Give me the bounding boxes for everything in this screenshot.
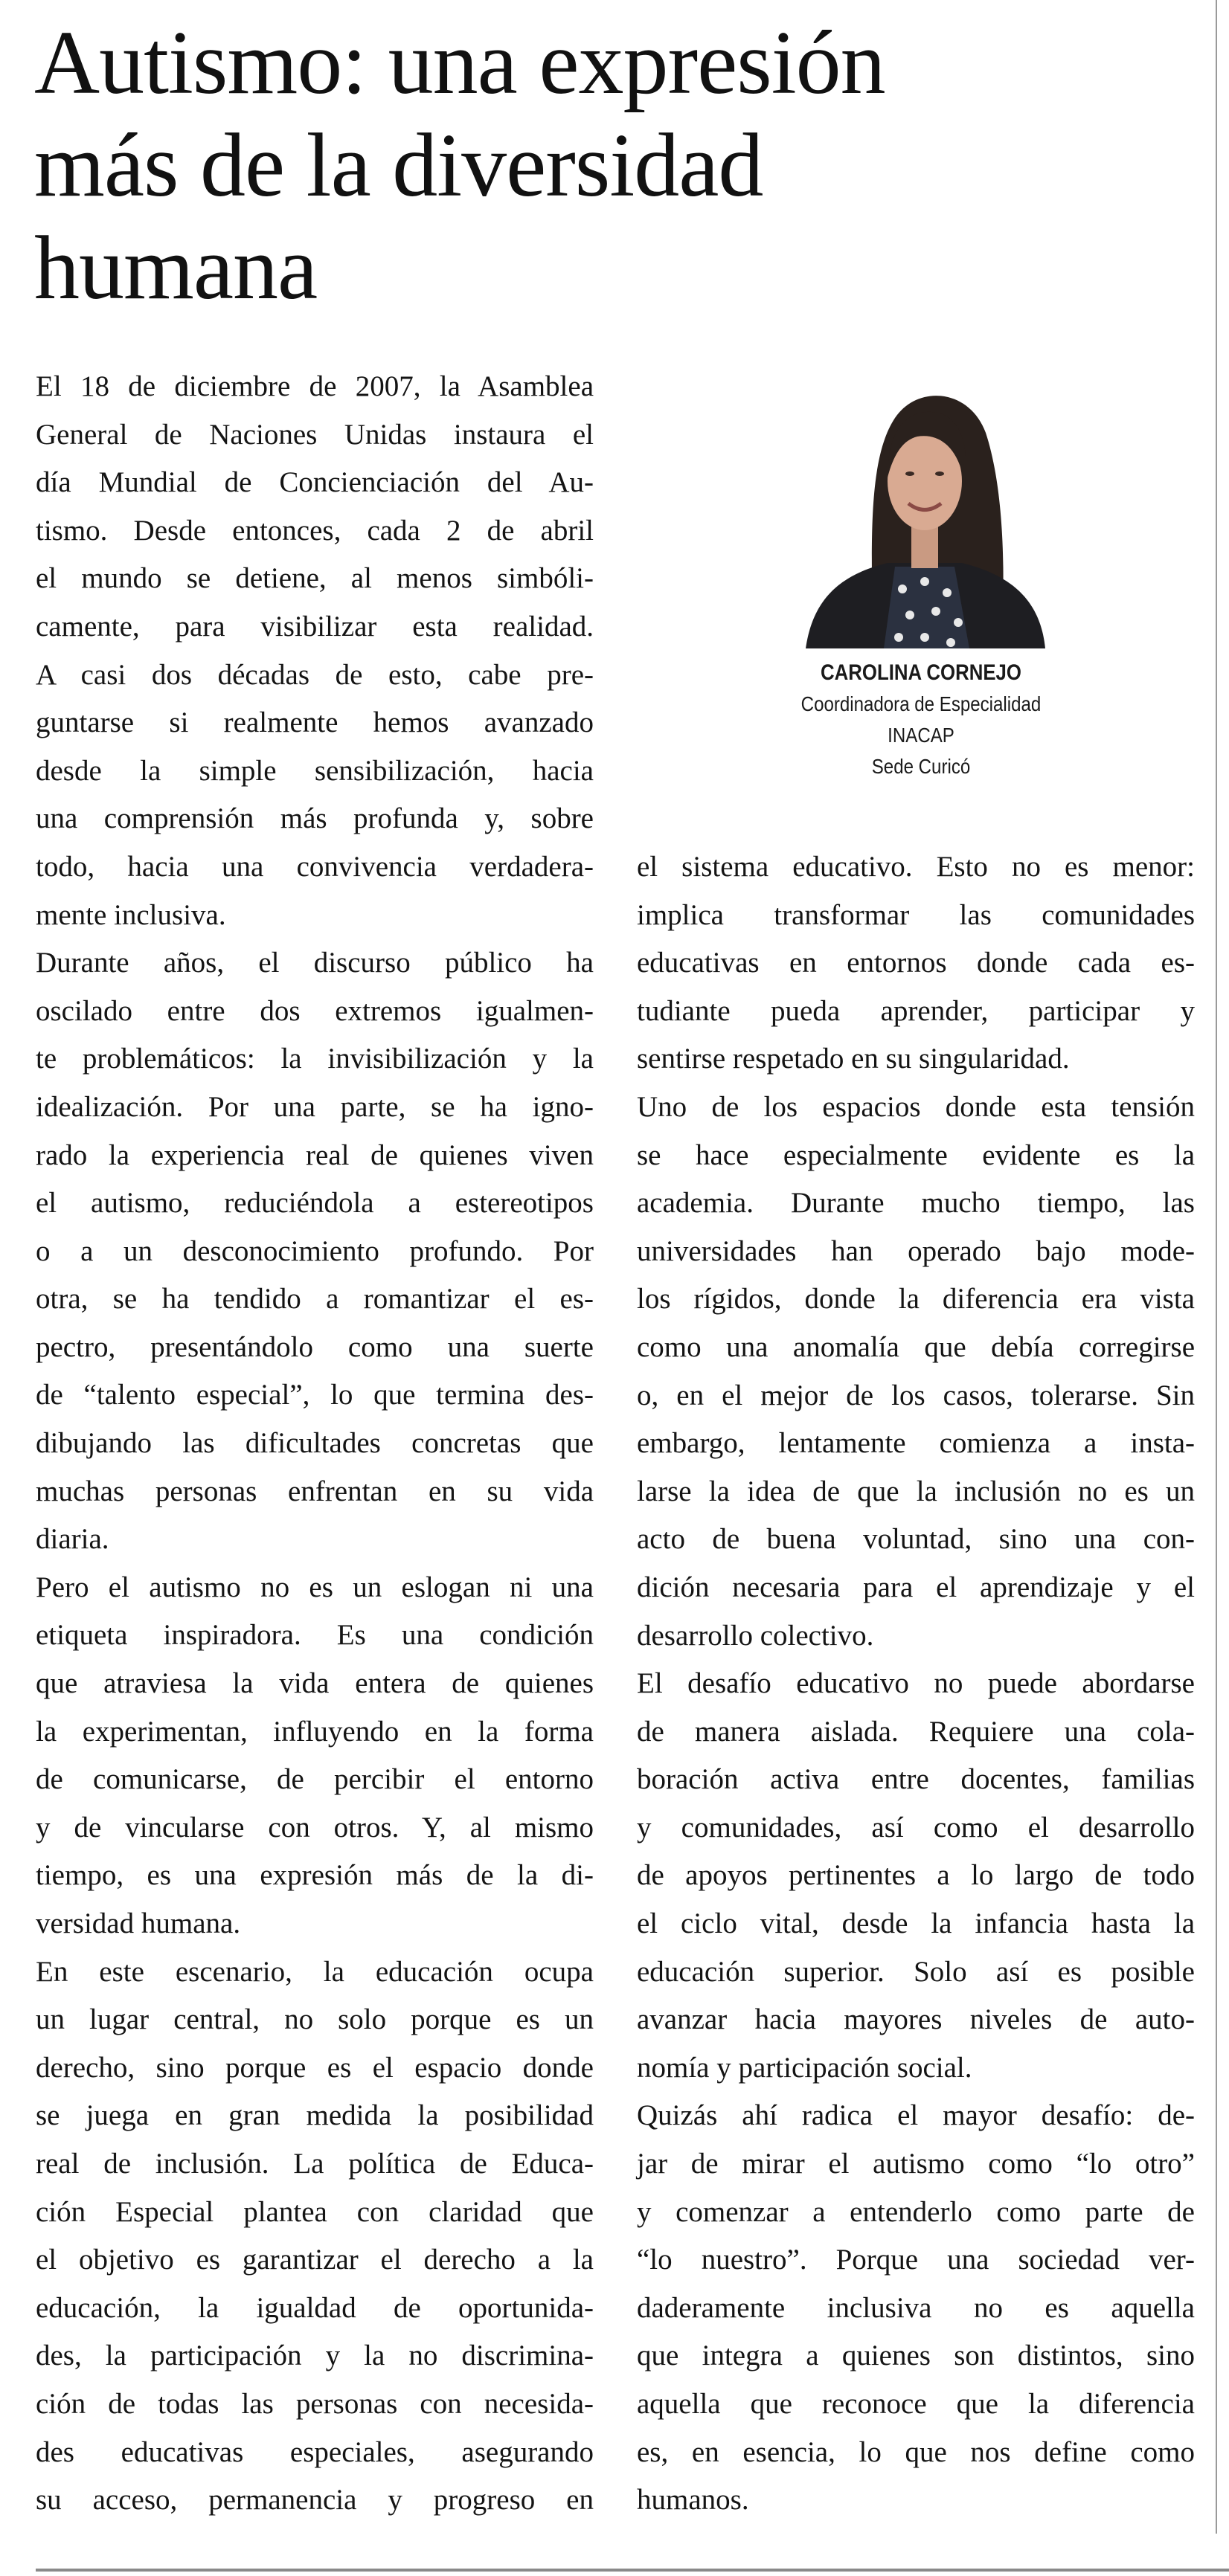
text-line: dición necesaria para el aprendizaje y el (637, 1571, 1195, 1603)
text-line: el sistema educativo. Esto no es menor: (637, 851, 1195, 883)
text-line: des educativas especiales, asegurando (36, 2435, 594, 2468)
paragraph (637, 843, 1195, 1083)
bottom-rule (36, 2569, 1229, 2572)
text-line: dibujando las dificultades concretas que (36, 1427, 594, 1460)
text-line: idealización. Por una parte, se ha igno- (36, 1090, 594, 1123)
text-line: o a un desconocimiento profundo. Por (36, 1234, 594, 1267)
text-line: se juega en gran medida la posibilidad (36, 2099, 594, 2132)
paragraph (637, 1660, 1195, 2092)
text-line: desarrollo colectivo. (637, 1619, 874, 1652)
text-line: ción Especial plantea con claridad que (36, 2195, 594, 2228)
text-line: academia. Durante mucho tiempo, las (637, 1187, 1195, 1220)
text-line: Pero el autismo no es un eslogan ni una (36, 1571, 594, 1603)
text-line: otra, se ha tendido a romantizar el es- (36, 1283, 594, 1316)
text-line: avanzar hacia mayores niveles de auto- (637, 2003, 1195, 2036)
text-line: el ciclo vital, desde la infancia hasta la (637, 1907, 1195, 1940)
text-line: des, la participación y la no discrimina- (36, 2340, 594, 2372)
text-line: sentirse respetado en su singularidad. (637, 1043, 1070, 1075)
column-divider-right (1216, 0, 1217, 2534)
text-line: todo, hacia una convivencia verdadera- (36, 850, 594, 883)
text-line: oscilado entre dos extremos igualmen- (36, 994, 594, 1027)
text-line: humanos. (637, 2484, 749, 2517)
text-line: el objetivo es garantizar el derecho a la (36, 2244, 594, 2276)
text-line: el autismo, reduciéndola a estereotipos (36, 1187, 594, 1220)
text-line: larse la idea de que la inclusión no es un (637, 1475, 1195, 1507)
text-line: En este escenario, la educación ocupa (36, 1955, 594, 1988)
paragraph (36, 1564, 594, 1948)
text-line: se hace especialmente evidente es la (637, 1139, 1195, 1171)
text-line: daderamente inclusiva no es aquella (637, 2291, 1195, 2324)
text-line: una comprensión más profunda y, sobre (36, 802, 594, 835)
author-caption (744, 657, 1098, 782)
text-line: implica transformar las comunidades (637, 898, 1195, 931)
text-line: que atraviesa la vida entera de quienes (36, 1667, 594, 1700)
text-line: de manera aislada. Requiere una cola- (637, 1715, 1195, 1748)
text-line: educación superior. Solo así es posible (637, 1955, 1195, 1988)
text-line: muchas personas enfrentan en su vida (36, 1475, 594, 1507)
text-line: “lo nuestro”. Porque una sociedad ver- (637, 2244, 1195, 2276)
text-line: camente, para visibilizar esta realidad. (36, 610, 594, 643)
title-line: Autismo: una expresión (34, 13, 885, 113)
text-line: de apoyos pertinentes a lo largo de todo (637, 1859, 1195, 1892)
text-line: derecho, sino porque es el espacio donde (36, 2051, 594, 2084)
text-line: real de inclusión. La política de Educa- (36, 2147, 594, 2180)
text-line: El desafío educativo no puede abordarse (637, 1667, 1195, 1700)
text-line: jar de mirar el autismo como “lo otro” (637, 2148, 1195, 2180)
text-line: un lugar central, no solo porque es un (36, 2003, 594, 2036)
text-line: tudiante pueda aprender, participar y (637, 994, 1195, 1027)
author-role: Coordinadora de Especialidad INACAP (800, 692, 1042, 747)
text-line: nomía y participación social. (637, 2051, 972, 2084)
text-line: los rígidos, donde la diferencia era vista (637, 1283, 1195, 1316)
text-line: tismo. Desde entonces, cada 2 de abril (36, 514, 594, 547)
text-line: diaria. (36, 1523, 109, 1556)
text-line: Uno de los espacios donde esta tensión (637, 1090, 1195, 1123)
text-line: etiqueta inspiradora. Es una condición (36, 1619, 594, 1652)
author-photo (783, 373, 1063, 648)
text-line: El 18 de diciembre de 2007, la Asamblea (36, 370, 594, 402)
article-body-right-column (637, 843, 1195, 2525)
paragraph (36, 939, 594, 1564)
text-line: Quizás ahí radica el mayor desafío: de- (637, 2099, 1195, 2132)
text-line: de comunicarse, de percibir el entorno (36, 1763, 594, 1796)
text-line: de “talento especial”, lo que termina des- (36, 1379, 594, 1411)
text-line: A casi dos décadas de esto, cabe pre- (36, 658, 594, 691)
author-name: CAROLINA CORNEJO (821, 660, 1021, 685)
text-line: te problemáticos: la invisibilización y la (36, 1043, 594, 1075)
text-line: Durante años, el discurso público ha (36, 947, 594, 979)
paragraph (637, 2092, 1195, 2524)
article-title (34, 12, 885, 320)
text-line: guntarse si realmente hemos avanzado (36, 706, 594, 739)
text-line: tiempo, es una expresión más de la di- (36, 1859, 594, 1892)
paragraph (637, 1083, 1195, 1660)
text-line: el mundo se detiene, al menos simbóli- (36, 562, 594, 595)
text-line: o, en el mejor de los casos, tolerarse. Sin (637, 1379, 1195, 1411)
text-line: pectro, presentándolo como una suerte (36, 1330, 594, 1363)
text-line: la experimentan, influyendo en la forma (36, 1715, 594, 1748)
title-line: humana (34, 218, 318, 318)
text-line: General de Naciones Unidas instaura el (36, 418, 594, 451)
text-line: versidad humana. (36, 1907, 241, 1939)
text-line: día Mundial de Concienciación del Au- (36, 466, 594, 499)
text-line: rado la experiencia real de quienes viven (36, 1139, 594, 1171)
text-line: como una anomalía que debía corregirse (637, 1330, 1195, 1363)
text-line: mente inclusiva. (36, 898, 226, 931)
text-line: y comunidades, así como el desarrollo (637, 1811, 1195, 1844)
text-line: y comenzar a entenderlo como parte de (637, 2195, 1195, 2228)
text-line: su acceso, permanencia y progreso en (36, 2484, 594, 2517)
paragraph (36, 1948, 594, 2525)
text-line: educación, la igualdad de oportunida- (36, 2291, 594, 2324)
text-line: universidades han operado bajo mode- (637, 1234, 1195, 1267)
text-line: ción de todas las personas con necesida- (36, 2387, 594, 2420)
paragraph (36, 363, 594, 939)
text-line: y de vincularse con otros. Y, al mismo (36, 1811, 594, 1844)
author-location: Sede Curicó (871, 755, 971, 778)
text-line: desde la simple sensibilización, hacia (36, 754, 594, 787)
text-line: embargo, lentamente comienza a insta- (637, 1427, 1195, 1460)
text-line: que integra a quienes son distintos, sino (637, 2340, 1195, 2372)
title-line: más de la diversidad (34, 115, 763, 216)
text-line: boración activa entre docentes, familias (637, 1763, 1195, 1796)
text-line: acto de buena voluntad, sino una con- (637, 1523, 1195, 1556)
article-body-left-column (36, 363, 594, 2525)
text-line: aquella que reconoce que la diferencia (637, 2388, 1195, 2420)
text-line: educativas en entornos donde cada es- (637, 947, 1195, 979)
text-line: es, en esencia, lo que nos define como (637, 2435, 1195, 2468)
